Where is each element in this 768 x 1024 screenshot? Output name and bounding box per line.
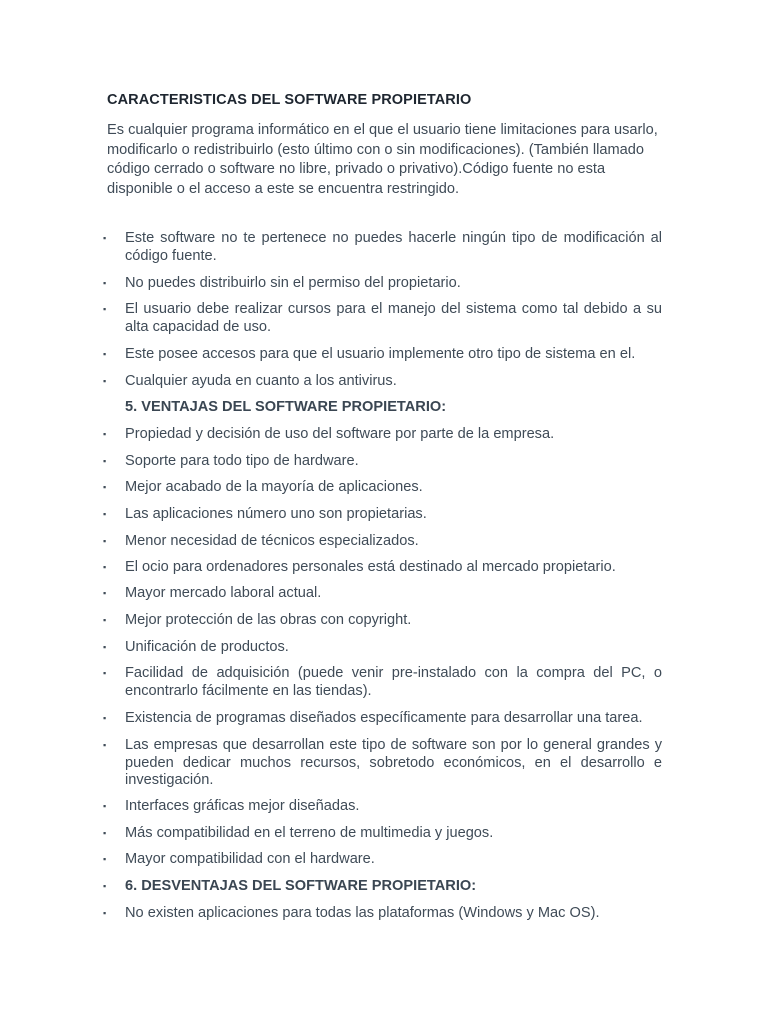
- list-item: [103, 453, 662, 471]
- bullet-icon: ▪: [103, 801, 107, 811]
- list-item: [103, 346, 662, 364]
- bullet-icon: ▪: [103, 854, 107, 864]
- list-item: [103, 612, 662, 630]
- list-item-text: Este posee accesos para que el usuario implemente otro tipo de sistema en el.: [125, 346, 636, 362]
- bullet-icon: ▪: [103, 278, 107, 288]
- bullet-icon: ▪: [103, 536, 107, 546]
- list-item: [103, 825, 662, 843]
- document-title: CARACTERISTICAS DEL SOFTWARE PROPIETARIO: [107, 92, 472, 108]
- list-item: [103, 230, 662, 265]
- list-item: [103, 665, 662, 700]
- list-item-text: Las empresas que desarrollan este tipo de software son por lo general grandes y pueden dedicar muchos recursos, sobretodo económicos, en el desarrollo e investigación.: [125, 737, 662, 788]
- bullet-icon: ▪: [103, 376, 107, 386]
- list-item-text: Más compatibilidad en el terreno de multimedia y juegos.: [125, 825, 494, 841]
- list-item-text: Unificación de productos.: [125, 639, 289, 655]
- list-item: [103, 639, 662, 657]
- list-item: [103, 905, 662, 923]
- list-item-text: Interfaces gráficas mejor diseñadas.: [125, 798, 360, 814]
- list-item-text: Mejor protección de las obras con copyright.: [125, 612, 412, 628]
- bullet-icon: ▪: [103, 588, 107, 598]
- bullet-icon: ▪: [103, 509, 107, 519]
- bullet-icon: ▪: [103, 908, 107, 918]
- disadvantages-heading-text: 6. DESVENTAJAS DEL SOFTWARE PROPIETARIO:: [125, 878, 477, 894]
- list-item-text: Mayor compatibilidad con el hardware.: [125, 851, 375, 867]
- bullet-icon: ▪: [103, 562, 107, 572]
- list-item-text: Mejor acabado de la mayoría de aplicaciones.: [125, 479, 423, 495]
- bullet-icon: ▪: [103, 668, 107, 678]
- list-item-text: No existen aplicaciones para todas las plataformas (Windows y Mac OS).: [125, 905, 600, 921]
- list-item: [103, 275, 662, 293]
- list-item: [103, 533, 662, 551]
- list-item-text: Menor necesidad de técnicos especializados.: [125, 533, 419, 549]
- advantages-heading: 5. VENTAJAS DEL SOFTWARE PROPIETARIO:: [125, 399, 447, 415]
- bullet-icon: ▪: [103, 456, 107, 466]
- bullet-icon: ▪: [103, 615, 107, 625]
- list-item: [103, 479, 662, 497]
- disadvantages-heading: [103, 878, 477, 896]
- list-item-text: Facilidad de adquisición (puede venir pre-instalado con la compra del PC, o encontrarlo fácilmente en las tiendas).: [125, 665, 662, 699]
- list-item-text: El usuario debe realizar cursos para el manejo del sistema como tal debido a su alta capacidad de uso.: [125, 301, 662, 335]
- list-item: [103, 737, 662, 790]
- list-item-text: Las aplicaciones número uno son propietarias.: [125, 506, 427, 522]
- list-item: [103, 798, 662, 816]
- list-item: [103, 373, 662, 391]
- list-item: [103, 851, 662, 869]
- list-item: [103, 506, 662, 524]
- list-item: [103, 710, 662, 728]
- bullet-icon: ▪: [103, 349, 107, 359]
- list-item-text: Cualquier ayuda en cuanto a los antivirus.: [125, 373, 397, 389]
- list-item-text: El ocio para ordenadores personales está destinado al mercado propietario.: [125, 559, 616, 575]
- list-item: [103, 585, 662, 603]
- bullet-icon: ▪: [103, 740, 107, 750]
- bullet-icon: ▪: [103, 642, 107, 652]
- list-item: [103, 559, 662, 577]
- bullet-icon: ▪: [103, 304, 107, 314]
- bullet-icon: ▪: [103, 233, 107, 243]
- list-item-text: No puedes distribuirlo sin el permiso del propietario.: [125, 275, 461, 291]
- bullet-icon: ▪: [103, 828, 107, 838]
- list-item-text: Existencia de programas diseñados específicamente para desarrollar una tarea.: [125, 710, 643, 726]
- bullet-icon: ▪: [103, 881, 107, 891]
- list-item-text: Mayor mercado laboral actual.: [125, 585, 322, 601]
- list-item: [103, 426, 662, 444]
- list-item-text: Soporte para todo tipo de hardware.: [125, 453, 359, 469]
- intro-paragraph: Es cualquier programa informático en el que el usuario tiene limitaciones para usarlo, modificarlo o redistribuirlo (esto último con o sin modificaciones). (También llamado código cerrado o software no libre, privado o privativo).Código fuente no esta disponible o el acceso a este se encuentra restringido.: [107, 122, 658, 197]
- bullet-icon: ▪: [103, 429, 107, 439]
- list-item-text: Propiedad y decisión de uso del software por parte de la empresa.: [125, 426, 555, 442]
- bullet-icon: ▪: [103, 482, 107, 492]
- bullet-icon: ▪: [103, 713, 107, 723]
- list-item-text: Este software no te pertenece no puedes hacerle ningún tipo de modificación al código fuente.: [125, 230, 662, 264]
- list-item: [103, 301, 662, 336]
